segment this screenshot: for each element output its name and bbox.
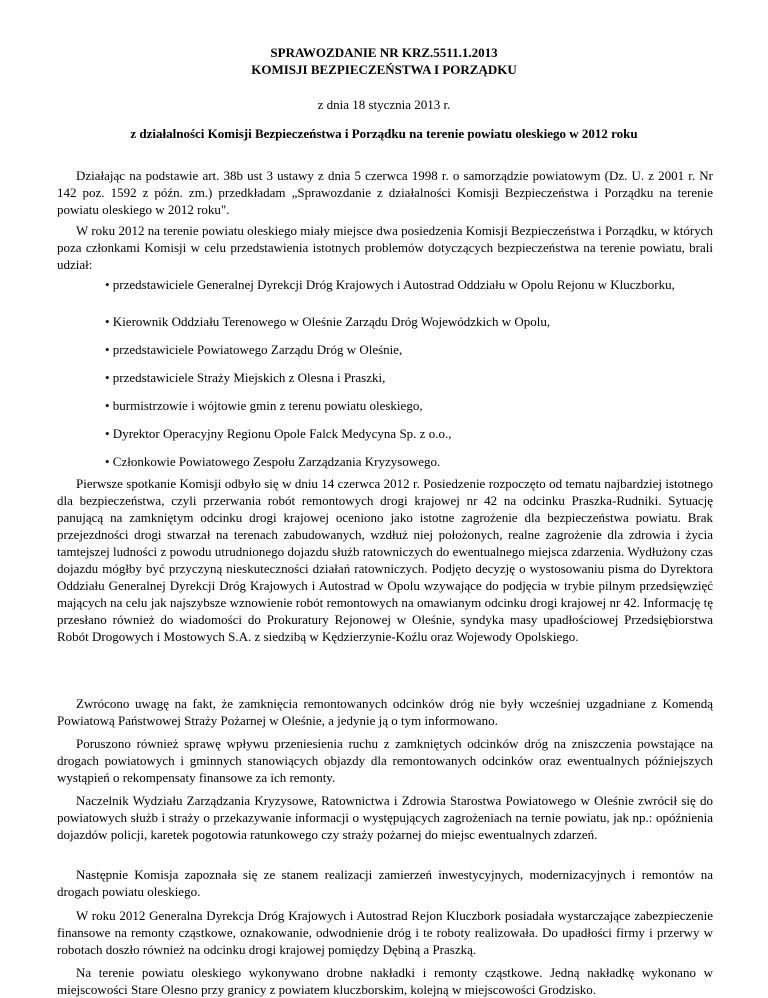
head-of-department-paragraph: Naczelnik Wydziału Zarządzania Kryzysowe, Ratownictwa i Zdrowia Starostwa Powiatowego w Oleśnie zwrócił się do powiatowych służb i straży o przekazywanie informacji o występujących zagrożeniach na ternie powiatu, jak np.: opóźnienia dojazdów policji, karetek pogotowia ratunkowego czy straży pożarnej do miejsc ewentualnych zdarzeń. <box>57 793 713 842</box>
first-meeting-paragraph: Pierwsze spotkanie Komisji odbyło się w dniu 14 czerwca 2012 r. Posiedzenie rozpoczęto od tematu najbardziej istotnego dla bezpieczeństwa, czyli przerwania robót remontowych drogi krajowej nr 42 na odcinku Praszka-Rudniki. Sytuację panującą na zamkniętym odcinku drogi krajowej oceniono jako istotne zagrożenie dla bezpieczeństwa powiatu. Brak przejezdności drogi stwarzał na terenach zabudowanych, wzdłuż niej położonych, realne zagrożenie dla zdrowia i życia tamtejszej ludności z powodu utrudnionego dojazdu służb ratowniczych do ewentualnego miejsca zdarzenia. Wydłużony czas dojazdu mógłby być przyczyną nieskuteczności działań ratowniczych. Podjęto decyzję o wystosowaniu pisma do Dyrektora Oddziału Generalnej Dyrekcji Dróg Krajowych i Autostrad w Opolu wzywające do podjęcia w trybie pilnym przedsięwzięć mających na celu jak najszybsze wznowienie robót remontowych na omawianym odcinku drogi krajowej nr 42. Informację tę przesłano również do wiadomości do Prokuratury Rejonowej w Oleśnie, syndyka masy upadłościowej Przedsiębiorstwa Robót Drogowych i Mostowych S.A. z siedzibą w Kędzierzynie-Koźlu oraz Wojewody Opolskiego. <box>57 476 713 644</box>
small-repairs-paragraph: Na terenie powiatu oleskiego wykonywano drobne nakładki i remonty cząstkowe. Jedną nakładkę wykonano w miejscowości Stare Olesno przy granicy z powiatem kluczborskim, kolejną w miejscowości Grodzisko. <box>57 965 713 997</box>
participant-item: • burmistrzowie i wójtowie gmin z terenu powiatu oleskiego, <box>105 398 423 413</box>
report-subtitle: z działalności Komisji Bezpieczeństwa i Porządku na terenie powiatu oleskiego w 2012 roku <box>130 126 638 141</box>
investments-paragraph: Następnie Komisja zapoznała się ze stanem realizacji zamierzeń inwestycyjnych, modernizacyjnych i remontów na drogach powiatu oleskiego. <box>57 867 713 899</box>
participant-item: • Kierownik Oddziału Terenowego w Oleśnie Zarządu Dróg Wojewódzkich w Opolu, <box>105 314 551 329</box>
report-title-line1: SPRAWOZDANIE NR KRZ.5511.1.2013 <box>270 45 498 60</box>
attention-paragraph: Zwrócono uwagę na fakt, że zamknięcia remontowanych odcinków dróg nie były wcześniej uzgadniane z Komendą Powiatową Państwowej Straży Pożarnej w Oleśnie, a jedynie ją o tym informowano. <box>57 696 713 728</box>
participant-item: • Dyrektor Operacyjny Regionu Opole Falck Medycyna Sp. z o.o., <box>105 426 452 441</box>
report-date: z dnia 18 stycznia 2013 r. <box>317 97 451 112</box>
report-title-line2: KOMISJI BEZPIECZEŃSTWA I PORZĄDKU <box>251 62 517 77</box>
meetings-paragraph: W roku 2012 na terenie powiatu oleskiego miały miejsce dwa posiedzenia Komisji Bezpieczeństwa i Porządku, w których poza członkami Komisji w celu przedstawienia istotnych problemów dotyczących bezpieczeństwa na terenie powiatu, brali udział: <box>57 223 713 272</box>
participant-item: • przedstawiciele Powiatowego Zarządu Dróg w Oleśnie, <box>105 342 403 357</box>
intro-paragraph: Działając na podstawie art. 38b ust 3 ustawy z dnia 5 czerwca 1998 r. o samorządzie powiatowym (Dz. U. z 2001 r. Nr 142 poz. 1592 z późn. zm.) przedkładam „Sprawozdanie z działalności Komisji Bezpieczeństwa i Porządku na terenie powiatu oleskiego w 2012 roku". <box>57 168 713 217</box>
participant-item: • Członkowie Powiatowego Zespołu Zarządzania Kryzysowego. <box>105 454 441 469</box>
participant-item: • przedstawiciele Generalnej Dyrekcji Dróg Krajowych i Autostrad Oddziału w Opolu Rejonu w Kluczborku, <box>105 277 675 292</box>
traffic-paragraph: Poruszono również sprawę wpływu przeniesienia ruchu z zamkniętych odcinków dróg na zniszczenia powstające na drogach powiatowych i gminnych stanowiących objazdy dla remontowanych odcinków oraz ewentualnych późniejszych wystąpień o rekompensaty finansowe za ich remonty. <box>57 736 713 785</box>
gddkia-2012-paragraph: W roku 2012 Generalna Dyrekcja Dróg Krajowych i Autostrad Rejon Kluczbork posiadała wystarczające zabezpieczenie finansowe na remonty cząstkowe, oznakowanie, odwodnienie dróg i te roboty realizowała. Do upadłości firmy i przerwy w robotach doszło również na odcinku drogi krajowej pomiędzy Dębiną a Praszką. <box>57 908 713 957</box>
participant-item: • przedstawiciele Straży Miejskich z Olesna i Praszki, <box>105 370 386 385</box>
